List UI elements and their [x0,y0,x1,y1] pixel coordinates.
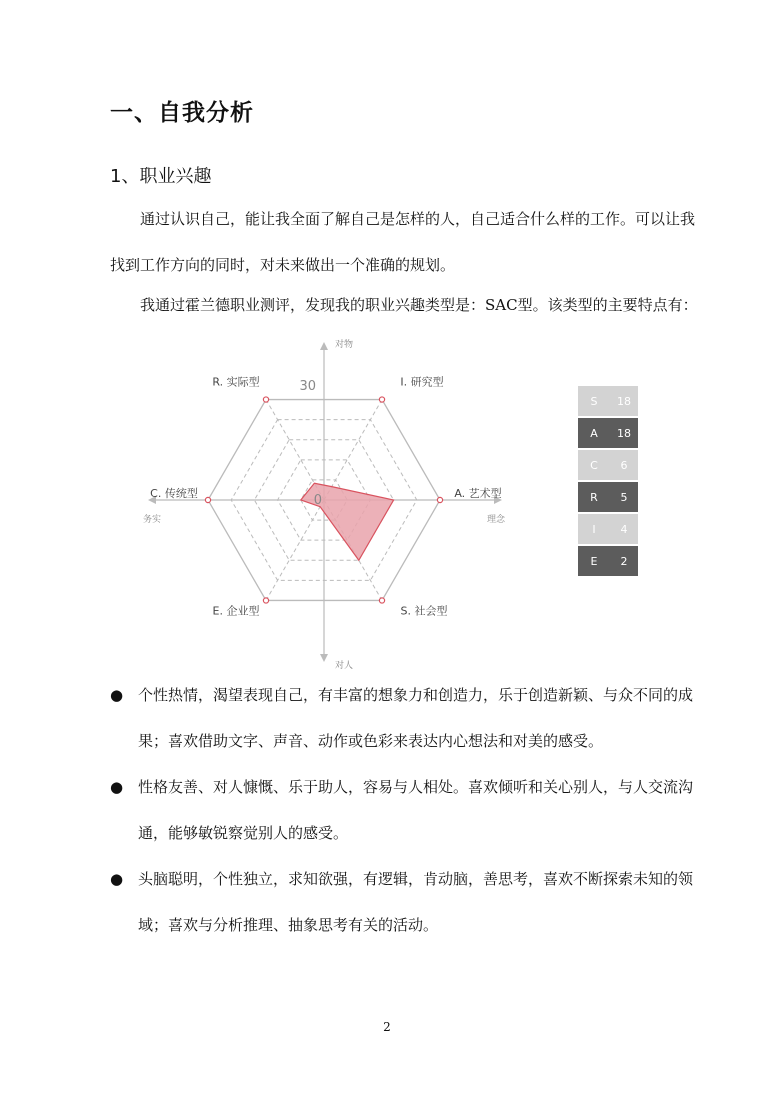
vertex-marker-E [263,598,268,603]
bullet-item [110,856,705,948]
intro-paragraph-text: 通过认识自己，能让我全面了解自己是怎样的人，自己适合什么样的工作。可以让我找到工作方向的同时，对未来做出一个准确的规划。 [110,210,696,274]
vertex-marker-S [379,598,384,603]
result-paragraph [110,282,700,328]
bullet-dot-icon: ● [110,686,124,704]
dimension-label-C: C. 传统型 [150,487,198,500]
up-arrow-icon [320,342,328,350]
score-value: 18 [617,426,631,440]
dimension-label-A: A. 艺术型 [454,487,502,500]
scale-min-label: 0 [313,493,322,508]
section-title: 1、职业兴趣 [110,166,212,187]
down-arrow-icon [320,654,328,662]
score-code: C [590,458,598,472]
bullet-dot-icon: ● [110,870,124,888]
score-row-R [578,482,638,512]
score-row-E [578,546,638,576]
dimension-label-S: S. 社会型 [400,604,448,618]
axis-label-top: 对物 [334,340,354,350]
bullet-dot-icon: ● [110,778,124,796]
vertex-marker-R [263,397,268,402]
dimension-label-E: E. 企业型 [212,604,260,618]
holland-radar-chart [120,330,530,670]
page-number: 2 [383,1020,391,1034]
page-heading: 一、自我分析 [110,100,254,126]
vertex-marker-C [205,497,210,502]
score-row-A [578,418,638,448]
axis-label-right: 理念 [486,515,506,525]
score-value: 4 [620,522,628,536]
trait-bullet-list [110,672,705,948]
score-table [578,386,638,578]
bullet-item [110,672,705,764]
score-row-S [578,386,638,416]
axis-label-left: 务实 [142,515,162,525]
result-paragraph-text: 我通过霍兰德职业测评，发现我的职业兴趣类型是：SAC型。该类型的主要特点有： [140,296,698,314]
vertex-marker-I [379,397,384,402]
score-value: 2 [620,554,628,568]
spoke-I [324,400,382,500]
score-code: R [590,490,598,504]
score-code: I [592,522,596,536]
spoke-E [266,500,324,600]
intro-paragraph [110,196,700,288]
dimension-label-R: R. 实际型 [212,375,260,389]
score-code: S [590,394,598,408]
axis-label-bottom: 对人 [334,661,354,670]
vertex-marker-A [437,497,442,502]
bullet-item [110,764,705,856]
bullet-text: 性格友善、对人慷慨、乐于助人，容易与人相处。喜欢倾听和关心别人，与人交流沟通，能够敏锐察觉别人的感受。 [138,778,694,842]
score-code: E [590,554,598,568]
score-row-I [578,514,638,544]
score-value: 18 [617,394,631,408]
scale-max-label: 30 [299,379,316,394]
score-row-C [578,450,638,480]
bullet-text: 个性热情，渴望表现自己，有丰富的想象力和创造力，乐于创造新颖、与众不同的成果；喜欢借助文字、声音、动作或色彩来表达内心想法和对美的感受。 [138,686,694,750]
score-value: 5 [620,490,628,504]
score-code: A [590,426,598,440]
bullet-text: 头脑聪明，个性独立，求知欲强，有逻辑，肯动脑，善思考，喜欢不断探索未知的领域；喜欢与分析推理、抽象思考有关的活动。 [138,870,694,934]
dimension-label-I: I. 研究型 [400,375,444,389]
score-value: 6 [620,458,628,472]
